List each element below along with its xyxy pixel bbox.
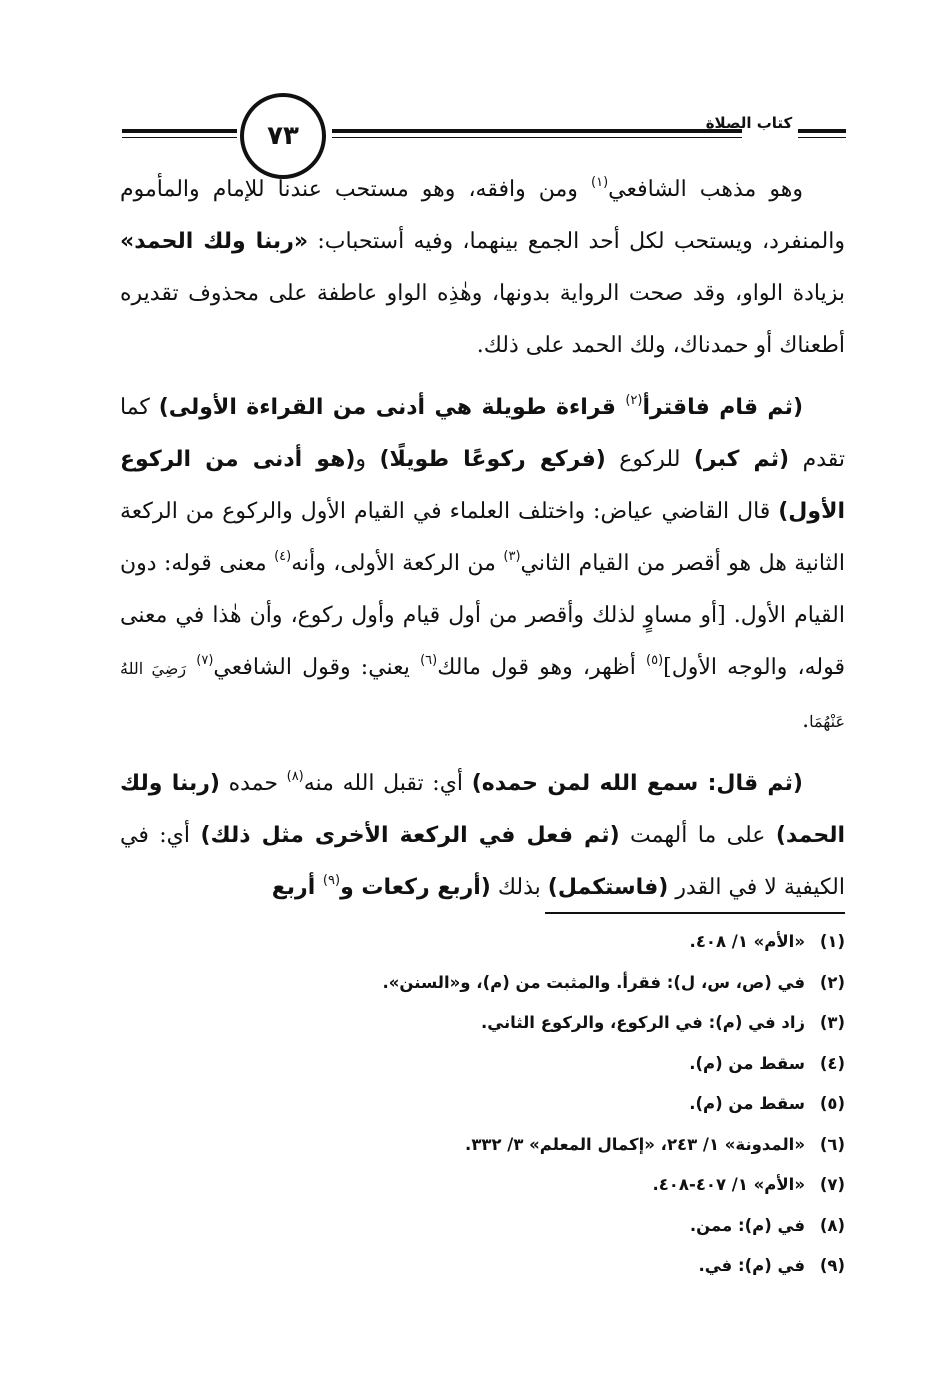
text-run: أي: تقبل الله منه bbox=[303, 771, 472, 796]
footnote bbox=[120, 922, 845, 963]
text-run: يعني: وقول الشافعي bbox=[213, 655, 421, 680]
matn-text: (فركع ركوعًا طويلًا) bbox=[379, 447, 606, 472]
header-rule bbox=[332, 137, 742, 138]
text-run: للركوع bbox=[605, 447, 694, 472]
footnote-text: «الأم» ١/ ٤٠٧-٤٠٨. bbox=[652, 1175, 805, 1194]
text-run: قال القاضي عياض: واختلف العلماء في القيام الأول والركوع من الركعة الثانية هل هو أقصر من القيام الثاني bbox=[120, 499, 845, 576]
footnote bbox=[120, 963, 845, 1004]
text-run: حمده bbox=[219, 771, 287, 796]
text-run: من الركعة الأولى، وأنه bbox=[291, 551, 504, 576]
footnote-text: في (م): ممن. bbox=[689, 1215, 805, 1235]
matn-text: (ثم فعل في الركعة الأخرى مثل ذلك) bbox=[200, 823, 620, 848]
text-run bbox=[186, 655, 196, 680]
header-rule bbox=[798, 137, 846, 138]
text-run: معنى قوله: دون القيام الأول. [أو مساوٍ لذلك وأقصر من أول قيام وأول ركوع، وأن هٰذا في معنى قوله، والوجه الأول] bbox=[120, 551, 845, 680]
matn-text: (ربنا ولك الحمد) bbox=[120, 771, 845, 848]
text-run: أظهر، وهو قول مالك bbox=[437, 655, 647, 680]
matn-text: (هو أدنى من الركوع الأول) bbox=[120, 447, 845, 524]
honorific-glyph: رَضِيَ اللهُ عَنْهُمَا bbox=[120, 659, 845, 731]
footnote-number: (٨) bbox=[819, 1215, 845, 1235]
text-run: و bbox=[355, 447, 380, 472]
footnote-number: (٧) bbox=[819, 1175, 845, 1194]
header-rule bbox=[122, 137, 237, 138]
page-number: ٧٣ bbox=[240, 93, 326, 179]
matn-text: قراءة طويلة هي أدنى من القراءة الأولى) bbox=[158, 395, 626, 420]
matn-text: (فاستكمل) bbox=[547, 875, 669, 900]
footnote-number: (١) bbox=[819, 932, 845, 951]
text-run: بزيادة الواو، وقد صحت الرواية بدونها، وهٰذِه الواو عاطفة على محذوف تقديره أطعناك أو حمدناك، ولك الحمد على ذلك. bbox=[120, 281, 845, 358]
footnote-text: في (م): في. bbox=[698, 1256, 805, 1275]
footnote bbox=[120, 1003, 845, 1044]
matn-text: (ثم قام فاقترأ bbox=[642, 395, 803, 420]
footnote-number: (٤) bbox=[819, 1053, 845, 1073]
text-run: على ما ألهمت bbox=[619, 823, 776, 848]
footnote-marker: (٩) bbox=[322, 873, 341, 888]
header-rule bbox=[122, 129, 237, 133]
text-run: أي: في الكيفية لا في القدر bbox=[120, 823, 845, 900]
footnote-marker: (٥) bbox=[646, 653, 664, 668]
footnotes bbox=[120, 922, 845, 1287]
text-run: بذلك bbox=[490, 875, 548, 900]
header-rule bbox=[332, 129, 742, 133]
footnote-marker: (٦) bbox=[420, 653, 438, 668]
footnote-text: سقط من (م). bbox=[689, 1094, 805, 1113]
header-rule bbox=[798, 129, 846, 133]
footnote-marker: (٢) bbox=[625, 393, 643, 408]
footnote bbox=[120, 1125, 845, 1166]
footnote-marker: (١) bbox=[591, 175, 609, 190]
footnote bbox=[120, 1044, 845, 1085]
footnote bbox=[120, 1246, 845, 1287]
paragraph bbox=[120, 758, 845, 914]
footnote bbox=[120, 1206, 845, 1247]
running-title: كتاب الصلاة bbox=[705, 114, 793, 132]
footnote-marker: (٧) bbox=[196, 653, 214, 668]
footnote-number: (٣) bbox=[819, 1013, 845, 1032]
quoted-text: «ربنا ولك الحمد» bbox=[120, 229, 309, 254]
footnote-text: في (ص، س، ل): فقرأ. والمثبت من (م)، و«السنن». bbox=[382, 972, 805, 992]
text-run: . bbox=[802, 708, 810, 733]
main-text bbox=[120, 164, 845, 914]
footnote-number: (٩) bbox=[819, 1256, 845, 1275]
text-run: ومن وافقه، وهو مستحب عندنا للإمام والمأموم والمنفرد، ويستحب لكل أحد الجمع بينهما، وفيه أستحباب: bbox=[120, 177, 845, 254]
matn-text: (ثم قال: سمع الله لمن حمده) bbox=[471, 771, 803, 796]
footnote-text: سقط من (م). bbox=[689, 1053, 805, 1073]
footnote-marker: (٨) bbox=[286, 769, 304, 784]
matn-text: أربع bbox=[271, 875, 323, 900]
footnote-text: «المدونة» ١/ ٢٤٣، «إكمال المعلم» ٣/ ٣٣٢. bbox=[465, 1134, 805, 1154]
footnote-number: (٦) bbox=[819, 1134, 845, 1154]
footnote bbox=[120, 1165, 845, 1206]
footnote bbox=[120, 1084, 845, 1125]
text-run: وهو مذهب الشافعي bbox=[608, 177, 803, 202]
footnote-marker: (٤) bbox=[274, 549, 292, 564]
footnote-number: (٢) bbox=[819, 972, 845, 992]
text-run: كما تقدم bbox=[120, 395, 846, 472]
footnote-marker: (٣) bbox=[503, 549, 521, 564]
footnote-text: زاد في (م): في الركوع، والركوع الثاني. bbox=[481, 1013, 805, 1032]
footnote-divider bbox=[545, 912, 845, 914]
paragraph bbox=[120, 164, 845, 372]
footnote-text: «الأم» ١/ ٤٠٨. bbox=[689, 932, 805, 951]
footnote-number: (٥) bbox=[819, 1094, 845, 1113]
paragraph bbox=[120, 382, 845, 748]
matn-text: (أربع ركعات و bbox=[340, 875, 491, 900]
matn-text: (ثم كبر) bbox=[693, 447, 790, 472]
